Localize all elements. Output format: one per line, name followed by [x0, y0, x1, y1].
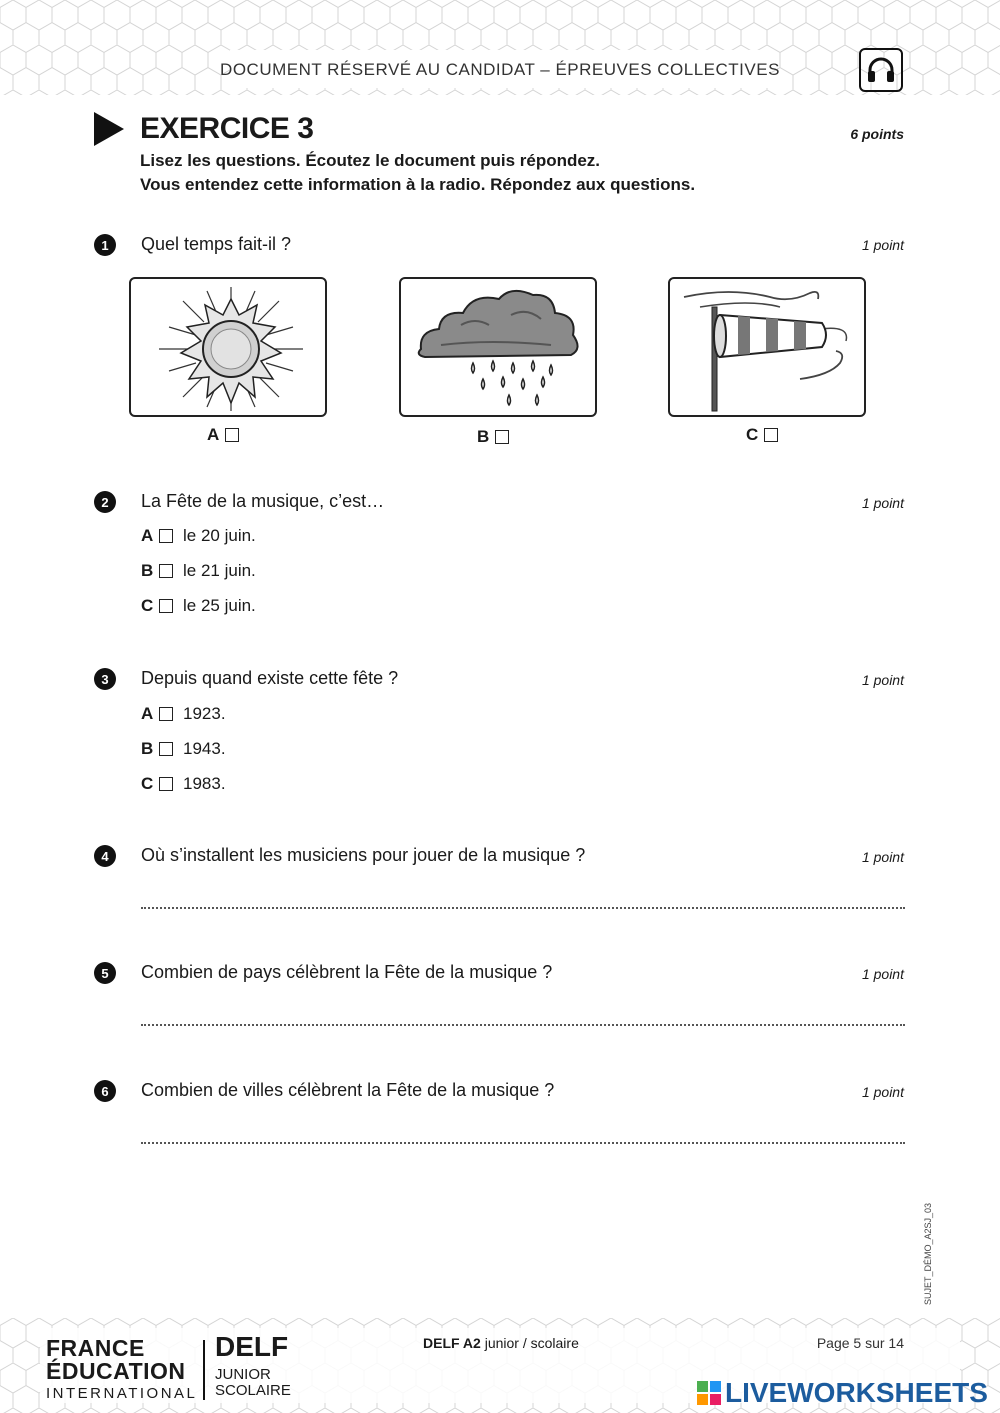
answer-line[interactable]	[141, 907, 905, 909]
exam-level-rest: junior / scolaire	[484, 1335, 579, 1351]
footer-divider	[203, 1340, 205, 1400]
liveworksheets-logo-icon	[697, 1381, 721, 1405]
question-number: 2	[94, 491, 116, 513]
answer-option-a[interactable]	[141, 526, 256, 546]
question-text: Combien de villes célèbrent la Fête de la musique ?	[141, 1080, 555, 1100]
question-points: 1 point	[861, 237, 904, 253]
logo-line-2: ÉDUCATION	[46, 1358, 186, 1384]
question-text: Depuis quand existe cette fête ?	[141, 668, 399, 688]
option-letter: A	[207, 425, 220, 444]
windsock-icon	[670, 279, 864, 415]
audio-button[interactable]	[859, 48, 903, 92]
answer-line[interactable]	[141, 1142, 905, 1144]
option-text: le 25 juin.	[183, 596, 256, 615]
option-letter: C	[746, 425, 759, 444]
option-letter: C	[141, 596, 154, 615]
option-text: 1983.	[183, 774, 226, 793]
france-education-logo	[46, 1337, 197, 1402]
question-points: 1 point	[861, 672, 904, 688]
image-option-c-label	[746, 425, 778, 445]
exam-level-bold: DELF A2	[423, 1335, 481, 1351]
rain-cloud-icon	[401, 279, 595, 415]
option-checkbox[interactable]	[159, 564, 173, 578]
option-letter: B	[477, 427, 490, 446]
option-letter: A	[141, 526, 154, 545]
exercise-points: 6 points	[850, 126, 904, 142]
question-number: 6	[94, 1080, 116, 1102]
question-text: La Fête de la musique, c’est…	[141, 491, 385, 511]
question-text: Combien de pays célèbrent la Fête de la musique ?	[141, 962, 553, 982]
checkbox-a[interactable]	[225, 428, 239, 442]
image-option-b	[399, 277, 597, 417]
image-option-c	[668, 277, 866, 417]
instruction-line-2: Vous entendez cette information à la radio. Répondez aux questions.	[140, 175, 696, 194]
question-points: 1 point	[861, 849, 904, 865]
question-points: 1 point	[861, 966, 904, 982]
option-letter: A	[141, 704, 154, 723]
answer-option-a[interactable]	[141, 704, 226, 724]
checkbox-c[interactable]	[764, 428, 778, 442]
delf-junior: JUNIOR	[215, 1366, 271, 1383]
watermark-text: LIVEWORKSHEETS	[725, 1377, 988, 1408]
option-text: le 21 juin.	[183, 561, 256, 580]
option-text: le 20 juin.	[183, 526, 256, 545]
option-checkbox[interactable]	[159, 529, 173, 543]
option-letter: C	[141, 774, 154, 793]
option-checkbox[interactable]	[159, 777, 173, 791]
question-number: 1	[94, 234, 116, 256]
logo-line-3: INTERNATIONAL	[46, 1385, 198, 1402]
delf-logo: DELF	[215, 1331, 289, 1362]
exercise-title: EXERCICE 3	[140, 112, 314, 145]
answer-line[interactable]	[141, 1024, 905, 1026]
side-code	[918, 1202, 938, 1315]
option-checkbox[interactable]	[159, 599, 173, 613]
question-text: Quel temps fait-il ?	[141, 234, 292, 254]
checkbox-b[interactable]	[495, 430, 509, 444]
question-number: 3	[94, 668, 116, 690]
logo-line-1: FRANCE	[46, 1335, 145, 1361]
question-points: 1 point	[861, 1084, 904, 1100]
side-code-text: SUJET_DÉMO_A2SJ_03	[923, 1202, 933, 1305]
answer-option-b[interactable]	[141, 739, 226, 759]
play-arrow-icon	[94, 112, 124, 146]
question-points: 1 point	[861, 495, 904, 511]
answer-option-c[interactable]	[141, 596, 256, 616]
delf-subtitle	[215, 1367, 291, 1399]
question-text: Où s’installent les musiciens pour jouer de la musique ?	[141, 845, 586, 865]
liveworksheets-watermark	[697, 1377, 988, 1409]
option-checkbox[interactable]	[159, 742, 173, 756]
question-number: 4	[94, 845, 116, 867]
option-checkbox[interactable]	[159, 707, 173, 721]
image-option-a-label	[207, 425, 239, 445]
option-text: 1923.	[183, 704, 226, 723]
answer-option-b[interactable]	[141, 561, 256, 581]
page-number: Page 5 sur 14	[816, 1335, 904, 1351]
question-number: 5	[94, 962, 116, 984]
document-header: DOCUMENT RÉSERVÉ AU CANDIDAT – ÉPREUVES COLLECTIVES	[220, 60, 780, 79]
sun-icon	[131, 279, 325, 415]
option-text: 1943.	[183, 739, 226, 758]
image-option-a	[129, 277, 327, 417]
delf-scolaire: SCOLAIRE	[215, 1382, 291, 1399]
answer-option-c[interactable]	[141, 774, 226, 794]
header-hex-pattern	[0, 0, 1000, 95]
headphones-icon	[866, 56, 896, 84]
image-option-b-label	[477, 427, 509, 447]
instruction-line-1: Lisez les questions. Écoutez le document puis répondez.	[140, 151, 601, 170]
exam-level	[423, 1335, 579, 1351]
option-letter: B	[141, 739, 154, 758]
option-letter: B	[141, 561, 154, 580]
